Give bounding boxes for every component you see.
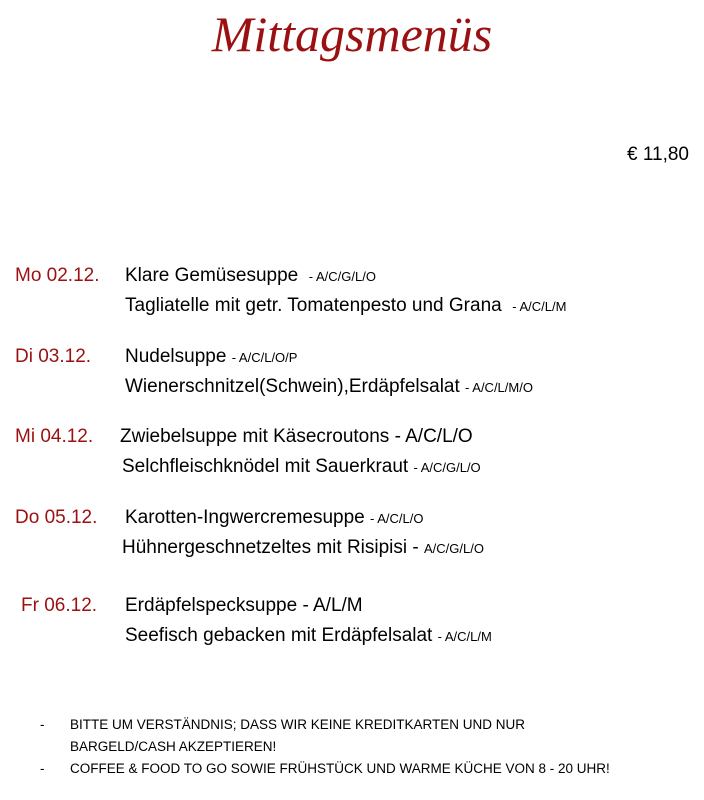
main-mo [125,294,566,319]
main-allergens: A/C/G/L/O [424,541,484,556]
main-name: Tagliatelle mit getr. Tomatenpesto und Grana [125,295,502,316]
main-di [125,375,533,400]
page-title: Mittagsmenüs [211,6,493,62]
main-name: Wienerschnitzel(Schwein),Erdäpfelsalat [125,376,460,397]
soup-do [125,506,424,531]
bullet-dash: - [40,761,45,776]
main-name: Seefisch gebacken mit Erdäpfelsalat [125,625,433,646]
soup-name: Erdäpfelspecksuppe - A/L/M [125,595,363,616]
main-allergens: - A/C/L/M [512,299,567,314]
soup-name: Klare Gemüsesuppe [125,265,299,286]
soup-allergens: - A/C/G/L/O [308,269,376,284]
soup-allergens: - A/C/L/O [370,511,424,526]
soup-mi [120,425,473,450]
bullet-dash: - [40,717,45,732]
soup-name: Nudelsuppe [125,346,227,367]
main-allergens: - A/C/L/M/O [465,380,533,395]
main-do [122,536,484,561]
notice-text: COFFEE & FOOD TO GO SOWIE FRÜHSTÜCK UND WARME KÜCHE VON 8 - 20 UHR! [70,761,610,776]
notice-text: BITTE UM VERSTÄNDNIS; DASS WIR KEINE KREDITKARTEN UND NUR [70,717,526,732]
soup-fr [125,594,363,619]
main-allergens: - A/C/G/L/O [413,460,481,475]
soup-di [125,345,297,370]
notice-text: BARGELD/CASH AKZEPTIEREN! [70,739,277,754]
soup-mo [125,264,376,289]
main-allergens: - A/C/L/M [437,629,492,644]
day-label-fr: Fr 06.12. [21,595,98,616]
day-label-do: Do 05.12. [15,507,98,528]
notice-list [40,714,690,780]
soup-name: Zwiebelsuppe mit Käsecroutons - A/C/L/O [120,426,473,447]
menu-price: € 11,80 [627,144,689,165]
main-fr [125,624,492,649]
main-name: Hühnergeschnetzeltes mit Risipisi - [122,537,419,558]
notice-item-cash [40,714,690,758]
notice-item-hours [40,758,690,780]
main-mi [122,455,481,480]
day-label-di: Di 03.12. [15,346,92,367]
main-name: Selchfleischknödel mit Sauerkraut [122,456,409,477]
day-label-mi: Mi 04.12. [15,426,94,447]
day-label-mo: Mo 02.12. [15,265,100,286]
soup-allergens: - A/C/L/O/P [231,350,298,365]
soup-name: Karotten-Ingwercremesuppe [125,507,365,528]
